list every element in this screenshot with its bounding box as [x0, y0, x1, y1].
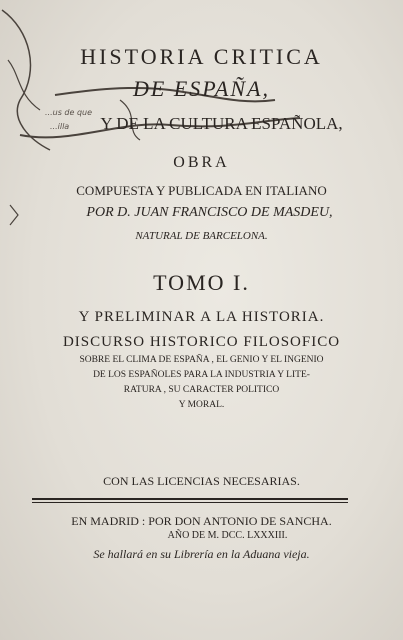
title-line-1: HISTORIA CRITICA	[80, 44, 323, 69]
compuesta-line: COMPUESTA Y PUBLICADA EN ITALIANO	[76, 183, 327, 198]
imprint-rule-thick	[32, 498, 348, 500]
imprint-line-1: EN MADRID : POR DON ANTONIO DE SANCHA.	[71, 514, 332, 528]
licencias-line: CON LAS LICENCIAS NECESARIAS.	[103, 474, 300, 488]
natural-line: NATURAL DE BARCELONA.	[135, 230, 268, 242]
obra-label: OBRA	[173, 154, 230, 171]
discurso-line: DISCURSO HISTORICO FILOSOFICO	[62, 334, 341, 350]
handwriting-note-1: ...us de que	[45, 108, 93, 117]
description-line-2: DE LOS ESPAÑOLES PARA LA INDUSTRIA Y LITE-	[93, 370, 310, 380]
imprint-line-3: Se hallará en su Librería en la Aduana vieja.	[93, 547, 310, 561]
author-line: POR D. JUAN FRANCISCO DE MASDEU,	[86, 205, 333, 220]
description-line-1: SOBRE EL CLIMA DE ESPAÑA , EL GENIO Y EL INGENIO	[79, 355, 324, 365]
title-line-3: Y DE LA CULTURA ESPAÑOLA,	[100, 114, 343, 133]
imprint-line-2: AÑO DE M. DCC. LXXXIII.	[167, 530, 288, 541]
preliminar-line: Y PRELIMINAR A LA HISTORIA.	[78, 309, 325, 325]
description-line-3: RATURA , SU CARACTER POLITICO	[123, 385, 280, 395]
imprint-rule-thin	[32, 502, 348, 503]
description-line-4: Y MORAL.	[178, 400, 225, 410]
handwriting-note-2: ...illa	[50, 122, 70, 131]
tomo-heading: TOMO I.	[153, 270, 250, 295]
title-line-2: DE ESPAÑA,	[133, 76, 270, 101]
